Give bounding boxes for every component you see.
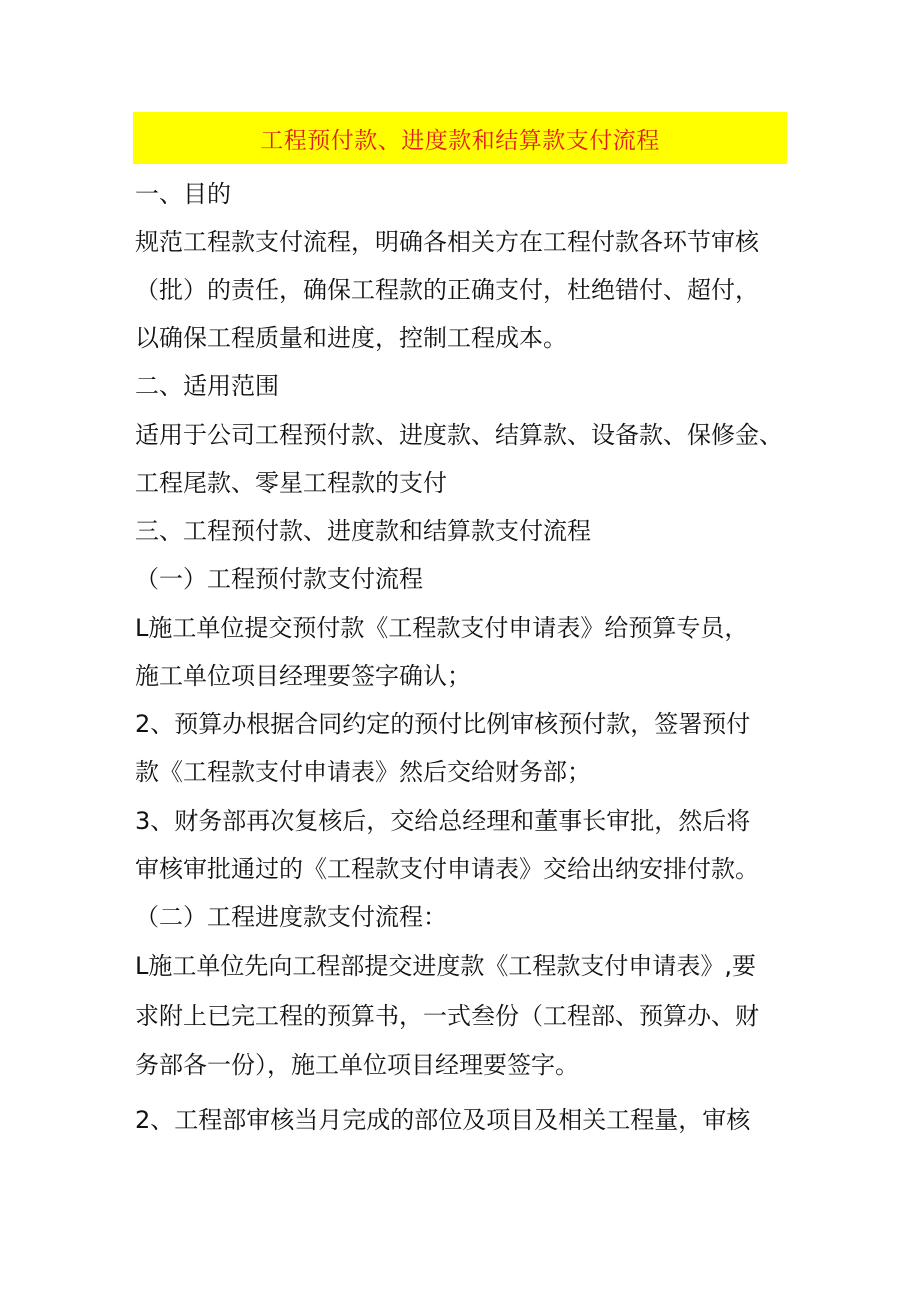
title-banner [133, 112, 787, 164]
paragraph-line: 审核审批通过的《工程款支付申请表》交给出纳安排付款。 [135, 855, 759, 883]
subsection-heading-advance-payment: （一）工程预付款支付流程 [135, 565, 423, 593]
paragraph-line: L施工单位先向工程部提交进度款《工程款支付申请表》,要 [135, 952, 756, 980]
section-heading-purpose: 一、目的 [135, 180, 231, 208]
paragraph-line: 务部各一份），施工单位项目经理要签字。 [135, 1051, 579, 1079]
paragraph-line: 2、预算办根据合同约定的预付比例审核预付款，签署预付 [135, 710, 751, 738]
paragraph-line: L施工单位提交预付款《工程款支付申请表》给预算专员， [135, 614, 749, 642]
paragraph-line: 施工单位项目经理要签字确认； [135, 662, 471, 690]
paragraph-line: 规范工程款支付流程，明确各相关方在工程付款各环节审核 [135, 228, 759, 256]
section-heading-process: 三、工程预付款、进度款和结算款支付流程 [135, 517, 591, 545]
paragraph-line: 工程尾款、零星工程款的支付 [135, 469, 447, 497]
paragraph-line: 3、财务部再次复核后，交给总经理和董事长审批，然后将 [135, 807, 751, 835]
subsection-heading-progress-payment: （二）工程进度款支付流程： [135, 903, 447, 931]
paragraph-line: 求附上已完工程的预算书，一式叁份（工程部、预算办、财 [135, 1002, 759, 1030]
section-heading-scope: 二、适用范围 [135, 372, 279, 400]
paragraph-line: 2、工程部审核当月完成的部位及项目及相关工程量，审核 [135, 1106, 751, 1134]
document-title: 工程预付款、进度款和结算款支付流程 [260, 127, 660, 154]
paragraph-line: （批）的责任，确保工程款的正确支付，杜绝错付、超付， [135, 276, 759, 304]
paragraph-line: 款《工程款支付申请表》然后交给财务部； [135, 758, 591, 786]
paragraph-line: 适用于公司工程预付款、进度款、结算款、设备款、保修金、 [135, 421, 783, 449]
paragraph-line: 以确保工程质量和进度，控制工程成本。 [135, 324, 567, 352]
